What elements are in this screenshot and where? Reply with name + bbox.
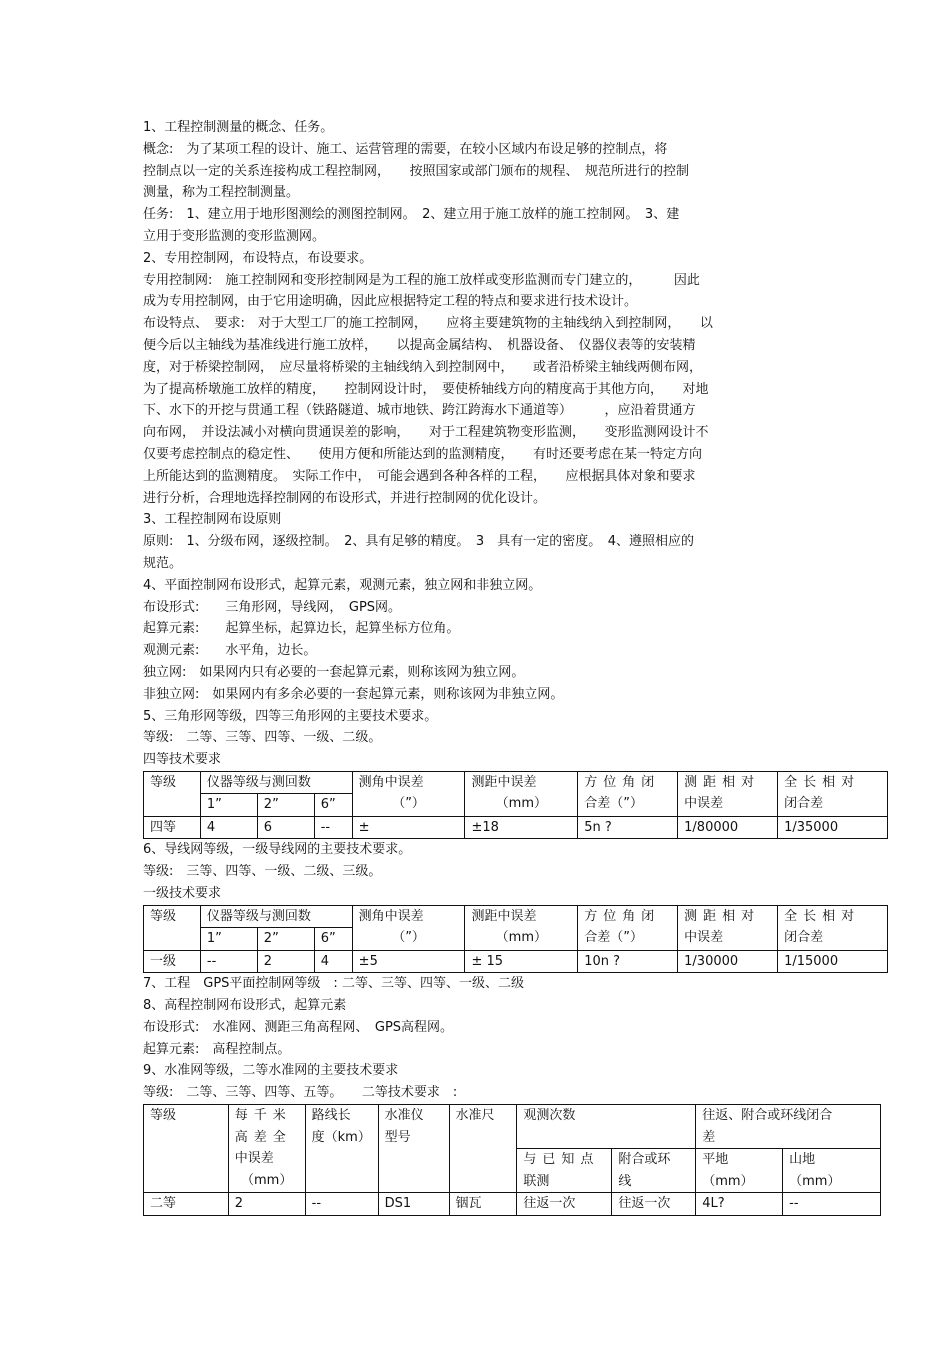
- table-four-grade-triangle: [143, 771, 888, 840]
- text-line: 布设形式: 水准网、测距三角高程网、 GPS高程网。: [143, 1019, 454, 1035]
- header-observations: 观测次数: [517, 1105, 696, 1149]
- text-line: 为了提高桥墩施工放样的精度， 控制网设计时， 要使桥轴线方向的精度高于其他方向， 对地: [143, 381, 709, 397]
- text-line: 测量，称为工程控制测量。: [143, 185, 300, 201]
- header-closure: 往返、附合或环线闭合 差: [696, 1105, 881, 1149]
- section-text-3: [143, 973, 813, 1104]
- text-line: 专用控制网: 施工控制网和变形控制网是为工程的施工放样或变形监测而专门建立的， 因此: [143, 272, 700, 288]
- text-line: 原则: 1、分级布网，逐级控制。 2、具有足够的精度。 3 具有一定的密度。 4、遵照相应的: [143, 534, 694, 550]
- table-cell: --: [200, 950, 257, 973]
- table-cell: 1/15000: [778, 950, 888, 973]
- header-route-length: 路线长 度（km）: [305, 1105, 378, 1193]
- table-cell: 四等: [144, 816, 201, 839]
- text-line: 度，对于桥梁控制网， 应尽量将桥梁的主轴线纳入到控制网中， 或者沿桥梁主轴线两侧布网，: [143, 359, 703, 375]
- header-sub: 1”: [200, 928, 257, 951]
- text-line: 1、工程控制测量的概念、任务。: [143, 120, 334, 135]
- header-sub: 2”: [257, 794, 314, 817]
- table-cell: --: [314, 816, 352, 839]
- table-cell: 5n ?: [578, 816, 678, 839]
- text-line: 7、工程 GPS平面控制网等级 : 二等、三等、四等、一级、二级: [143, 976, 524, 992]
- header-sub: 2”: [257, 928, 314, 951]
- text-line: 布设特点、 要求: 对于大型工厂的施工控制网， 应将主要建筑物的主轴线纳入到控制网， 以: [143, 316, 713, 332]
- text-line: 独立网: 如果网内只有必要的一套起算元素，则称该网为独立网。: [143, 664, 525, 680]
- table-cell: 2: [257, 950, 314, 973]
- table-cell: 4: [314, 950, 352, 973]
- table-cell: ±5: [352, 950, 465, 973]
- text-line: 等级: 二等、三等、四等、五等。 二等技术要求 :: [143, 1085, 458, 1101]
- text-line: 下、水下的开挖与贯通工程（铁路隧道、城市地铁、跨江跨海水下通道等） ，应沿着贯通方: [143, 403, 696, 419]
- text-line: 便今后以主轴线为基准线进行施工放样， 以提高金属结构、 机器设备、 仪器仪表等的安装精: [143, 337, 696, 353]
- table-cell: 往返一次: [612, 1193, 696, 1216]
- text-line: 仅要考虑控制点的稳定性、 使用方便和所能达到的监测精度， 有时还要考虑在某一特定方向: [143, 446, 703, 462]
- header-sub: 6”: [314, 794, 352, 817]
- header-full-closure: 全长相对 闭合差: [778, 905, 888, 950]
- table-cell: --: [305, 1193, 378, 1216]
- table-cell: 铟瓦: [449, 1193, 517, 1216]
- text-line: 等级: 三等、四等、一级、二级、三级。: [143, 864, 382, 880]
- text-line: 等级: 二等、三等、四等、一级、二级。: [143, 730, 382, 746]
- header-angle-error: 测角中误差 （”）: [352, 905, 465, 950]
- table-second-grade-leveling: [143, 1104, 881, 1216]
- text-line: 9、水准网等级，二等水准网的主要技术要求: [143, 1063, 399, 1079]
- section-text-2: [143, 839, 813, 904]
- text-line: 规范。: [143, 555, 183, 571]
- header-sub: 1”: [200, 794, 257, 817]
- header-rod: 水准尺: [449, 1105, 517, 1193]
- text-line: 布设形式: 三角形网，导线网， GPS网。: [143, 599, 402, 615]
- table-cell: ± 15: [465, 950, 578, 973]
- header-instrument: 仪器等级与测回数: [200, 771, 352, 794]
- header-full-closure: 全长相对 闭合差: [778, 771, 888, 816]
- table-cell: ±18: [465, 816, 578, 839]
- header-grade: 等级: [144, 1105, 229, 1193]
- table-cell: 2: [228, 1193, 305, 1216]
- header-relative-error: 测距相对 中误差: [678, 771, 778, 816]
- text-line: 四等技术要求: [143, 752, 222, 768]
- table-cell: 4: [200, 816, 257, 839]
- text-line: 任务: 1、建立用于地形图测绘的测图控制网。 2、建立用于施工放样的施工控制网。 3、建: [143, 207, 680, 223]
- header-known-point: 与已知点 联测: [517, 1149, 612, 1193]
- document-page: [143, 117, 861, 1216]
- text-line: 起算元素: 高程控制点。: [143, 1041, 291, 1057]
- header-km-error: 每千米 高差全 中误差 （mm）: [228, 1105, 305, 1193]
- header-distance-error: 测距中误差 （mm）: [465, 905, 578, 950]
- header-distance-error: 测距中误差 （mm）: [465, 771, 578, 816]
- header-level-model: 水准仪 型号: [378, 1105, 449, 1193]
- text-line: 非独立网: 如果网内有多余必要的一套起算元素，则称该网为非独立网。: [143, 686, 564, 702]
- text-line: 3、工程控制网布设原则: [143, 512, 282, 528]
- text-line: 起算元素: 起算坐标，起算边长，起算坐标方位角。: [143, 621, 460, 637]
- text-line: 成为专用控制网，由于它用途明确，因此应根据特定工程的特点和要求进行技术设计。: [143, 294, 638, 310]
- table-cell: 1/80000: [678, 816, 778, 839]
- text-line: 控制点以一定的关系连接构成工程控制网， 按照国家或部门颁布的规程、 规范所进行的控制: [143, 163, 690, 179]
- header-angle-error: 测角中误差 （”）: [352, 771, 465, 816]
- text-line: 向布网， 并设法减小对横向贯通误差的影响， 对于工程建筑物变形监测， 变形监测网设计不: [143, 425, 709, 441]
- table-cell: DS1: [378, 1193, 449, 1216]
- text-line: 一级技术要求: [143, 886, 222, 901]
- header-mountain: 山地 （mm）: [783, 1149, 881, 1193]
- text-line: 6、导线网等级，一级导线网的主要技术要求。: [143, 842, 412, 858]
- section-text-1: [143, 117, 813, 771]
- text-line: 8、高程控制网布设形式，起算元素: [143, 998, 347, 1014]
- table-cell: ±: [352, 816, 465, 839]
- header-sub: 6”: [314, 928, 352, 951]
- table-row: [144, 950, 888, 973]
- table-row: [144, 1193, 881, 1216]
- text-line: 5、三角形网等级，四等三角形网的主要技术要求。: [143, 708, 438, 724]
- table-cell: 一级: [144, 950, 201, 973]
- header-loop: 附合或环 线: [612, 1149, 696, 1193]
- table-cell: 10n ?: [578, 950, 678, 973]
- text-line: 立用于变形监测的变形监测网。: [143, 228, 326, 244]
- table-first-grade-traverse: [143, 905, 888, 974]
- header-azimuth-closure: 方位角闭 合差（”）: [578, 771, 678, 816]
- text-line: 2、专用控制网，布设特点，布设要求。: [143, 250, 373, 266]
- header-azimuth-closure: 方位角闭 合差（”）: [578, 905, 678, 950]
- text-line: 观测元素: 水平角，边长。: [143, 643, 317, 659]
- header-relative-error: 测距相对 中误差: [678, 905, 778, 950]
- table-cell: 1/30000: [678, 950, 778, 973]
- header-grade: 等级: [144, 905, 201, 950]
- table-cell: 往返一次: [517, 1193, 612, 1216]
- table-cell: --: [783, 1193, 881, 1216]
- table-cell: 6: [257, 816, 314, 839]
- header-grade: 等级: [144, 771, 201, 816]
- text-line: 4、平面控制网布设形式，起算元素，观测元素，独立网和非独立网。: [143, 577, 542, 593]
- text-line: 概念: 为了某项工程的设计、施工、运营管理的需要，在较小区域内布设足够的控制点，将: [143, 141, 668, 157]
- table-row: [144, 816, 888, 839]
- text-line: 上所能达到的监测精度。 实际工作中， 可能会遇到各种各样的工程， 应根据具体对象和要求: [143, 468, 696, 484]
- table-cell: 1/35000: [778, 816, 888, 839]
- header-flat: 平地 （mm）: [696, 1149, 783, 1193]
- text-line: 进行分析，合理地选择控制网的布设形式，并进行控制网的优化设计。: [143, 490, 547, 506]
- header-instrument: 仪器等级与测回数: [200, 905, 352, 928]
- table-cell: 二等: [144, 1193, 229, 1216]
- table-cell: 4L?: [696, 1193, 783, 1216]
